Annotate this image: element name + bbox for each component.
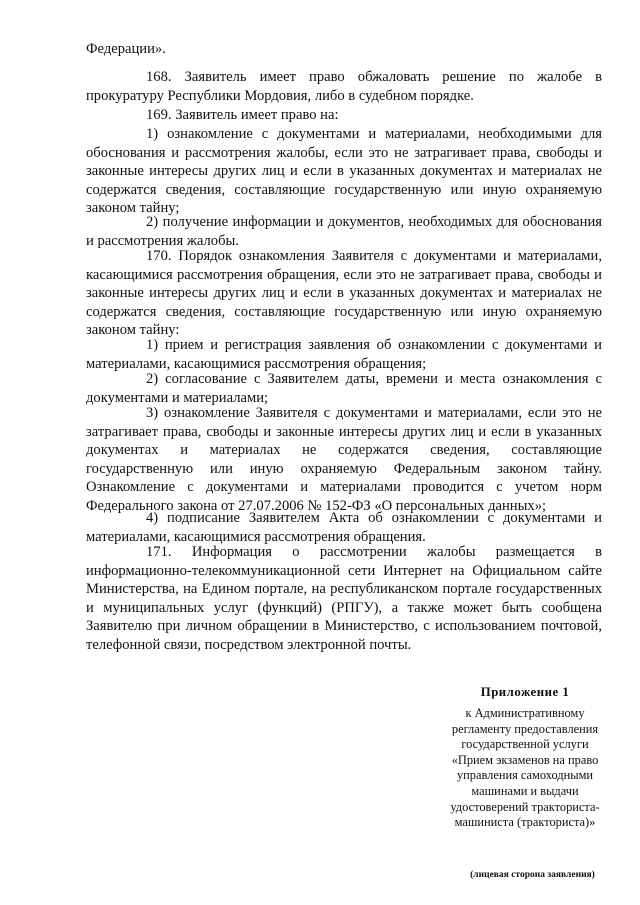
paragraph-170-item-1: 1) прием и регистрация заявления об ознакомлении с документами и материалами, касающимися рассмотрения обращения; — [86, 337, 602, 372]
paragraph-170-item-3: 3) ознакомление Заявителя с документами и материалами, если это не затрагивает права, свободы и законные интересы других лиц и если в указанных документах и материалах не содержатся сведения, составляющие государственную или иную охраняемую Федеральным законом тайну. Ознакомление с документами и материалами проводится с учетом норм Федерального закона от 27.07.2006 № 152-ФЗ «О персональных данных»; — [86, 405, 602, 514]
paragraph-continuation: Федерации». — [86, 41, 166, 57]
paragraph-169: 169. Заявитель имеет право на: — [146, 107, 339, 123]
paragraph-168: 168. Заявитель имеет право обжаловать решение по жалобе в прокуратуру Республики Мордовия, либо в судебном порядке. — [86, 69, 602, 104]
paragraph-170-item-4: 4) подписание Заявителем Акта об ознакомлении с документами и материалами, касающимися рассмотрения обращения. — [86, 510, 602, 545]
appendix-title: Приложение 1 — [480, 685, 570, 699]
paragraph-170-item-2: 2) согласование с Заявителем даты, времени и места ознакомления с документами и материалами; — [86, 371, 602, 406]
paragraph-169-item-2: 2) получение информации и документов, необходимых для обоснования и рассмотрения жалобы. — [86, 214, 602, 249]
form-side-note: (лицевая сторона заявления) — [470, 870, 595, 880]
paragraph-171: 171. Информация о рассмотрении жалобы размещается в информационно-телекоммуникационной сети Интернет на Официальном сайте Министерства, на Едином портале, на республиканском портале государственных и муниципальных услуг (функций) (РПГУ), а также может быть сообщена Заявителю при личном обращении в Министерство, с использованием почтовой, телефонной связи, посредством электронной почты. — [86, 544, 602, 653]
paragraph-170: 170. Порядок ознакомления Заявителя с документами и материалами, касающимися рассмотрения обращения, если это не затрагивает права, свободы и законные интересы других лиц и если в указанных документах и материалах не содержатся сведения, составляющие государственную или иную охраняемую законом тайну: — [86, 248, 602, 339]
paragraph-169-item-1: 1) ознакомление с документами и материалами, необходимыми для обоснования и рассмотрения жалобы, если это не затрагивает права, свободы и законные интересы других лиц и если в указанных документах и материалах не содержатся сведения, составляющие государственную или иную охраняемую законом тайну; — [86, 126, 602, 217]
appendix-caption: к Административному регламенту предоставления государственной услуги «Прием экзаменов на право управления самоходными машинами и выдачи удостоверений тракториста-машиниста (тракториста)» — [450, 706, 600, 830]
